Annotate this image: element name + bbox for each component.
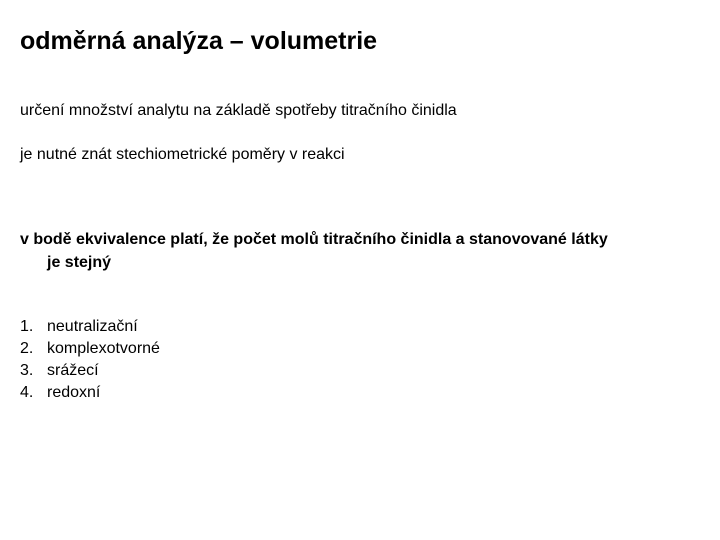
list-item-number: 3. bbox=[20, 362, 34, 379]
list-item-number: 4. bbox=[20, 384, 34, 401]
list-item-label: redoxní bbox=[47, 384, 101, 401]
stoichiometry-note: je nutné znát stechiometrické poměry v reakci bbox=[20, 146, 345, 163]
list-item bbox=[20, 338, 160, 360]
equivalence-line-1: v bodě ekvivalence platí, že počet molů titračního činidla a stanovované látky bbox=[20, 231, 608, 248]
list-item bbox=[20, 360, 160, 382]
list-item bbox=[20, 316, 160, 338]
list-item-label: neutralizační bbox=[47, 318, 138, 335]
definition-text: určení množství analytu na základě spotřeby titračního činidla bbox=[20, 102, 457, 119]
slide-title: odměrná analýza – volumetrie bbox=[20, 27, 378, 55]
equivalence-point-statement bbox=[20, 228, 700, 274]
list-item bbox=[20, 382, 160, 404]
list-item-label: komplexotvorné bbox=[47, 340, 160, 357]
equivalence-line-2: je stejný bbox=[47, 254, 112, 271]
list-item-label: srážecí bbox=[47, 362, 99, 379]
list-item-number: 1. bbox=[20, 318, 34, 335]
titration-types-list bbox=[20, 316, 160, 404]
list-item-number: 2. bbox=[20, 340, 34, 357]
